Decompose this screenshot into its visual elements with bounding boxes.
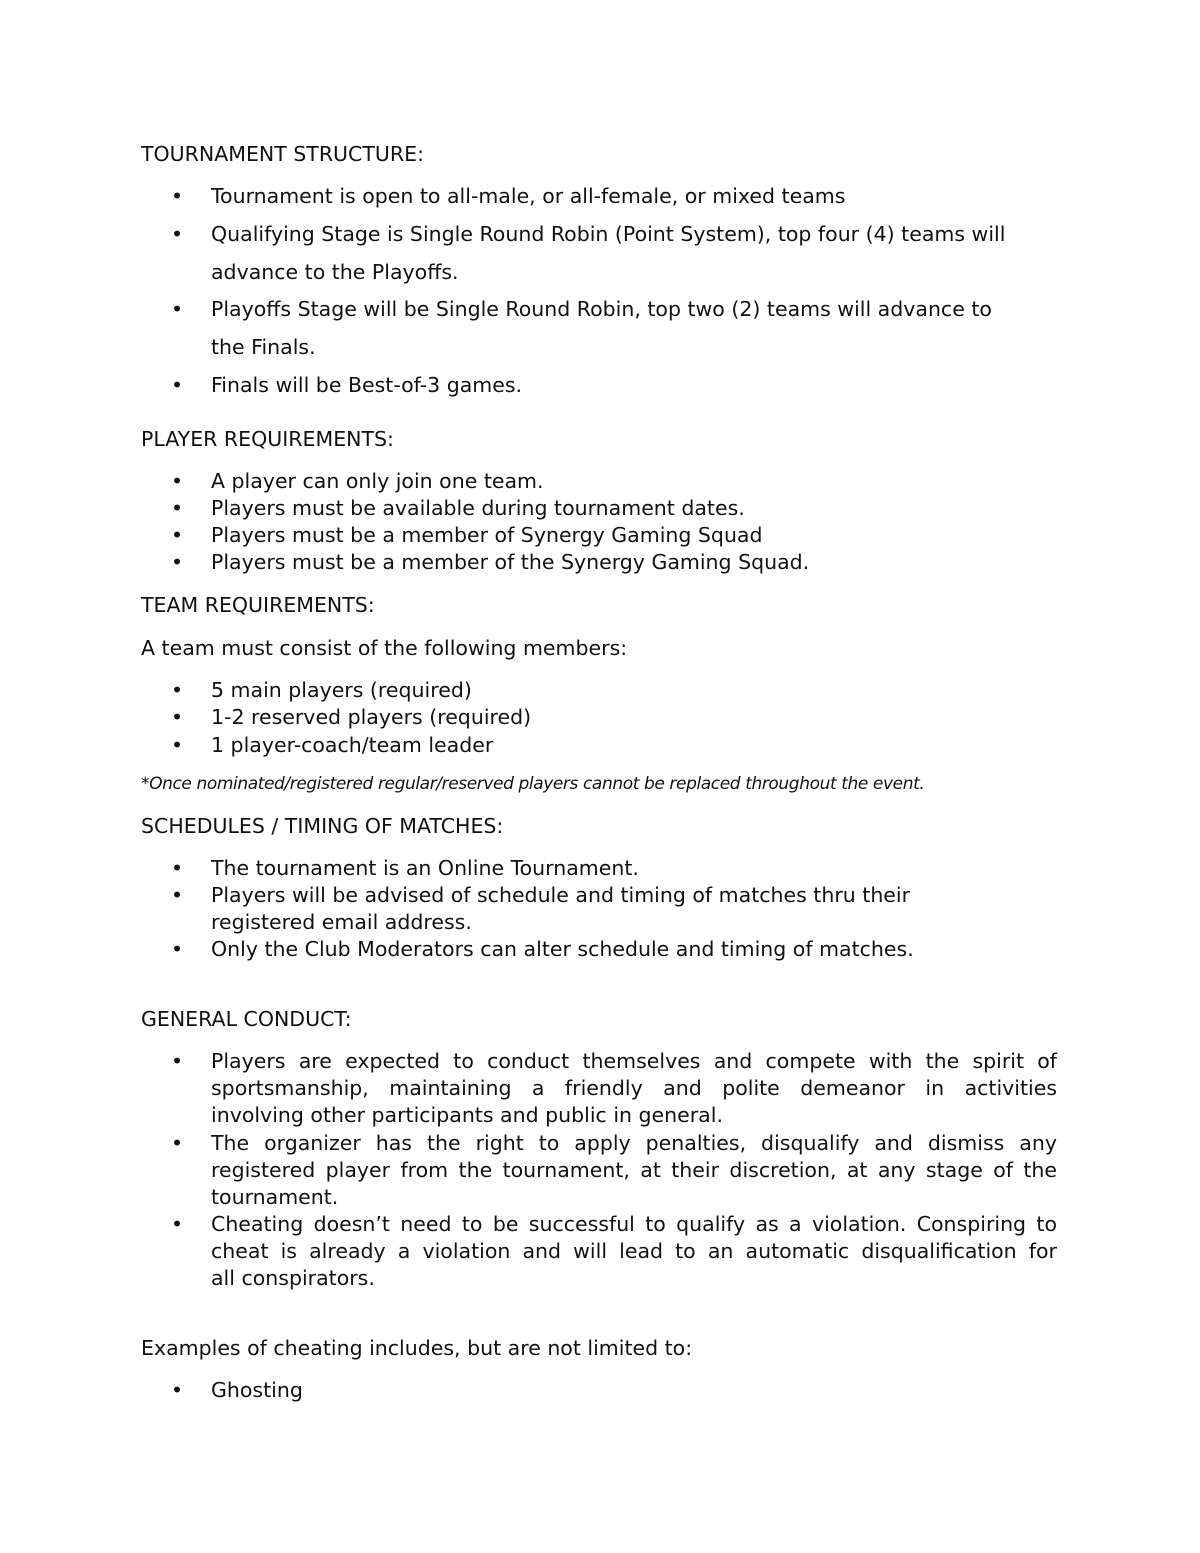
bullet-icon: •: [171, 523, 184, 547]
bullet-icon: •: [171, 678, 184, 702]
list-item: Players must be a member of Synergy Gaming Squad: [211, 523, 763, 547]
list-item: Tournament is open to all-male, or all-female, or mixed teams: [211, 184, 846, 208]
list-item: 1 player-coach/team leader: [211, 733, 494, 757]
list-item: 1-2 reserved players (required): [211, 705, 532, 729]
list-item: Players will be advised of schedule and timing of matches thru their: [211, 883, 911, 907]
bullet-icon: •: [171, 856, 184, 880]
list-item: Playoffs Stage will be Single Round Robin, top two (2) teams will advance to: [211, 297, 992, 321]
bullet-icon: •: [171, 1049, 184, 1073]
list-item: A player can only join one team.: [211, 469, 544, 493]
bullet-icon: •: [171, 1212, 184, 1236]
bullet-icon: •: [171, 1131, 184, 1155]
bullet-icon: •: [171, 705, 184, 729]
list-item-continuation: cheat is already a violation and will lead to an automatic disqualification for: [211, 1239, 1057, 1263]
list-item: Players must be available during tournament dates.: [211, 496, 745, 520]
list-item: Players are expected to conduct themselves and compete with the spirit of: [211, 1049, 1057, 1073]
list-item: Players must be a member of the Synergy Gaming Squad.: [211, 550, 810, 574]
list-item-continuation: tournament.: [211, 1185, 339, 1209]
section-heading-player-requirements: PLAYER REQUIREMENTS:: [141, 427, 394, 451]
list-item: Finals will be Best-of-3 games.: [211, 373, 523, 397]
list-item: The tournament is an Online Tournament.: [211, 856, 639, 880]
list-item-continuation: registered player from the tournament, at their discretion, at any stage of the: [211, 1158, 1057, 1182]
section-heading-general-conduct: GENERAL CONDUCT:: [141, 1007, 352, 1031]
bullet-icon: •: [171, 883, 184, 907]
list-item: 5 main players (required): [211, 678, 472, 702]
bullet-icon: •: [171, 733, 184, 757]
bullet-icon: •: [171, 469, 184, 493]
team-requirements-intro: A team must consist of the following members:: [141, 636, 628, 660]
list-item: Ghosting: [211, 1378, 303, 1402]
bullet-icon: •: [171, 550, 184, 574]
list-item-continuation: the Finals.: [211, 335, 316, 359]
list-item-continuation: advance to the Playoffs.: [211, 260, 459, 284]
replacement-note: *Once nominated/registered regular/reserved players cannot be replaced throughout the event.: [141, 774, 925, 794]
bullet-icon: •: [171, 496, 184, 520]
bullet-icon: •: [171, 937, 184, 961]
bullet-icon: •: [171, 1378, 184, 1402]
list-item: Cheating doesn’t need to be successful to qualify as a violation. Conspiring to: [211, 1212, 1057, 1236]
list-item-continuation: registered email address.: [211, 910, 472, 934]
list-item: Only the Club Moderators can alter schedule and timing of matches.: [211, 937, 914, 961]
section-heading-schedules: SCHEDULES / TIMING OF MATCHES:: [141, 814, 504, 838]
list-item: Qualifying Stage is Single Round Robin (Point System), top four (4) teams will: [211, 222, 1006, 246]
section-heading-tournament-structure: TOURNAMENT STRUCTURE:: [141, 142, 425, 166]
bullet-icon: •: [171, 297, 184, 321]
bullet-icon: •: [171, 222, 184, 246]
list-item-continuation: involving other participants and public in general.: [211, 1103, 723, 1127]
list-item: The organizer has the right to apply penalties, disqualify and dismiss any: [211, 1131, 1057, 1155]
bullet-icon: •: [171, 184, 184, 208]
list-item-continuation: sportsmanship, maintaining a friendly and polite demeanor in activities: [211, 1076, 1057, 1100]
bullet-icon: •: [171, 373, 184, 397]
list-item-continuation: all conspirators.: [211, 1266, 375, 1290]
section-heading-team-requirements: TEAM REQUIREMENTS:: [141, 593, 375, 617]
cheating-examples-intro: Examples of cheating includes, but are not limited to:: [141, 1336, 693, 1360]
